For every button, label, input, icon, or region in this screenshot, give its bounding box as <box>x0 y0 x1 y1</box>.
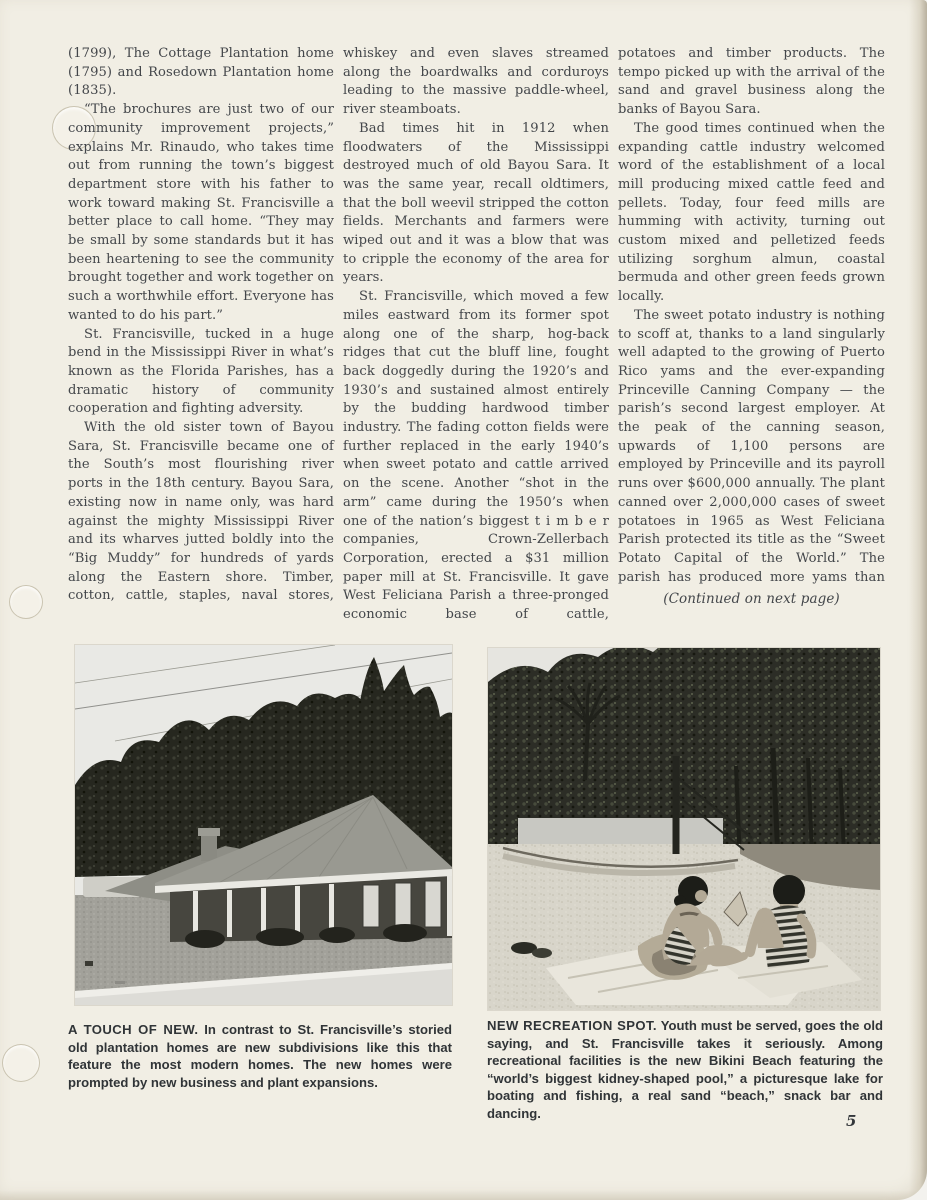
paragraph: (1799), The Cottage Plantation home (1795) and Rosedown Plantation home (1835). <box>68 46 334 99</box>
paragraph: Bad times hit in 1912 when floodwaters of the Mississippi destroyed much of old Bayou Sara. It was the same year, recall oldtimers, that the boll weevil stripped the cotton fields. Merchants and farmers were wiped out and it was a blow that was to cripple the economy of the area for years. <box>343 120 609 286</box>
caption-bikini-beach <box>487 1017 883 1123</box>
continued-note: (Continued on next page) <box>663 591 840 608</box>
page-edge-shadow <box>909 0 927 1200</box>
page-number: 5 <box>846 1112 857 1130</box>
paragraph: St. Francisville, tucked in a huge bend in the Mississippi River in what’s known as the Florida Parishes, has a dramatic history of community cooperation and fighting adversity. <box>68 326 334 417</box>
caption-body: Youth must be served, goes the old saying, and St. Francisville takes it seriously. Among recreational facilities is the new Bikini Beach featuring the “world’s biggest kidney-shaped pool,” a picturesque lake for boating and fishing, a real sand “beach,” snack bar and dancing. <box>487 1018 883 1121</box>
caption-lead: NEW RECREATION SPOT. <box>487 1018 657 1033</box>
caption-lead: A TOUCH OF NEW. <box>68 1022 199 1037</box>
article-column-1 <box>68 45 334 606</box>
hole-punch-icon <box>2 1044 40 1082</box>
paragraph: “The brochures are just two of our community improvement projects,” explains Mr. Rinaudo, who takes time out from running the town’s biggest department store with his father to work toward making St. Francisville a better place to call home. “They may be small by some standards but it has been heartening to see the community brought together and work together on such a worthwhile effort. Everyone has wanted to do his part.” <box>68 102 334 323</box>
paragraph: With the old sister town of Bayou Sara, St. Francisville became one of the South’s most flourishing river ports in the 18th century. Bayou Sara, existing now in name only, was hard against the mighty Mississippi River and its wharves jutted boldly into the “Big Muddy” for hundreds of yards along the Eastern shore. Timber, cotton, cattle, staples, naval stores, <box>68 420 334 604</box>
paragraph: St. Francisville, which moved a few miles eastward from its former spot along one of the sharp, hog-back ridges that cut the bluff line, fought back doggedly during the 1920’s and 1930’s and sustained almost entirely by the budding hardwood timber industry. The fading cotton fields were further replaced in the early 1940’s when sweet potato and cattle arrived on the scene. Another “shot in the arm” came during the 1950’s when one of the nation’s biggest t i m b e r companies, Crown-Zellerbach Corporation, erected a $31 million paper mill at St. Francisville. It gave West Feliciana Parish a three-pronged economic base of cattle, <box>343 289 609 623</box>
photo-new-subdivision-home <box>75 645 452 1005</box>
hole-punch-icon <box>9 585 43 619</box>
paragraph: potatoes and timber products. The tempo picked up with the arrival of the sand and gravel business along the banks of Bayou Sara. <box>618 46 885 118</box>
paragraph: The good times continued when the expanding cattle industry welcomed word of the establishment of a local mill producing mixed cattle feed and pellets. Today, four feed mills are humming with activity, turning out custom mixed and pelletized feeds utilizing sorghum almun, coastal bermuda and other green feeds grown locally. <box>618 120 885 305</box>
page-bottom-shadow <box>0 1190 927 1200</box>
paragraph: The sweet potato industry is nothing to scoff at, thanks to a land singularly well adapted to the growing of Puerto Rico yams and the ever-expanding Princeville Canning Company — the parish’s second largest employer. At the peak of the canning season, upwards of 1,100 persons are employed by Princeville and its payroll runs over $600,000 annually. The plant canned over 2,000,000 cases of sweet potatoes in 1965 as West Feliciana Parish protected its title as the “Sweet Potato Capital of the World.” The parish has produced more yams than <box>618 307 885 585</box>
paragraph: whiskey and even slaves streamed along the boardwalks and corduroys leading to the massive paddle-wheel, river steamboats. <box>343 46 609 118</box>
photo-bikini-beach <box>488 648 880 1010</box>
caption-new-subdivision-home <box>68 1021 452 1091</box>
article-column-2 <box>343 45 609 625</box>
caption-body: In contrast to St. Francisville’s storied old plantation homes are new subdivisions like this that feature the most modern homes. The new homes were prompted by new business and plant expansions. <box>68 1022 453 1090</box>
article-column-3 <box>618 45 885 609</box>
